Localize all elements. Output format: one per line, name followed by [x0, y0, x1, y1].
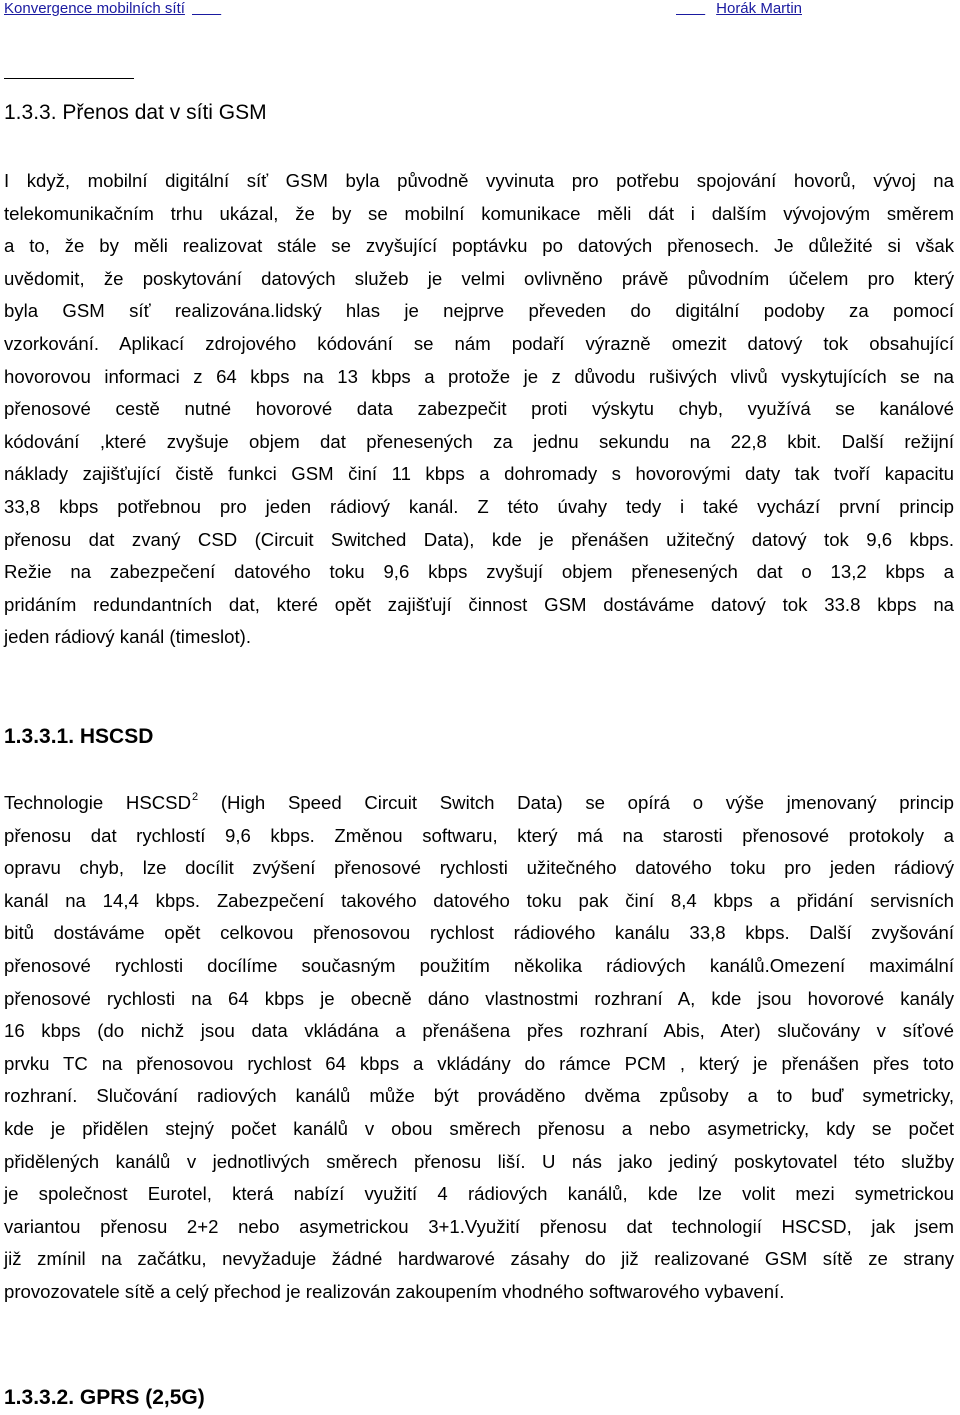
paragraph-line: náklady zajišťující čistě funkci GSM činí 11 kbps a dohromady s hovorovými daty tak tvoří kapacitu — [4, 463, 954, 485]
paragraph-line — [4, 787, 954, 820]
paragraph-line: přidělených kanálů v jednotlivých směrech přenosu liší. U nás jako jediný poskytovatel této služby — [4, 1150, 954, 1172]
section-heading-gprs: 1.3.3.2. GPRS (2,5G) — [4, 1386, 205, 1409]
paragraph-line: provozovatele sítě a celý přechod je realizován zakoupením vhodného softwarového vybavení. — [4, 1280, 785, 1302]
paragraph-line: variantou přenosu 2+2 nebo asymetrickou 3+1.Využití přenosu dat technologií HSCSD, jak jsem — [4, 1215, 954, 1237]
paragraph-line: přenosové rychlosti docílíme současným použitím několika rádiových kanálů.Omezení maximální — [4, 954, 954, 976]
header-author-link[interactable]: Horák Martin — [716, 0, 802, 17]
paragraph-line: telekomunikačním trhu ukázal, že by se mobilní komunikace měli dát i dalším vývojovým směrem — [4, 202, 954, 224]
text-run: Technologie HSCSD — [4, 792, 192, 813]
paragraph-line: přenosu dat zvaný CSD (Circuit Switched Data), kde je přenášen užitečný datový tok 9,6 kbps. — [4, 528, 954, 550]
paragraph-line: a to, že by měli realizovat stále se zvyšující poptávku po datových přenosech. Je důležité si však — [4, 235, 954, 257]
paragraph-line: 16 kbps (do nichž jsou data vkládána a přenášena přes rozhraní Abis, Ater) slučovány v síťové — [4, 1020, 954, 1042]
header-underline-spacer — [192, 0, 221, 18]
paragraph-line: byla GSM síť realizována.lidský hlas je nejprve převeden do digitální podoby za pomocí — [4, 300, 954, 322]
paragraph-line: opravu chyb, lze docílit zvýšení přenosové rychlosti užitečného datového toku pro jeden rádiový — [4, 857, 954, 879]
paragraph-gsm-data — [4, 165, 954, 654]
header-underline-spacer — [676, 0, 705, 18]
paragraph-line: přenosové rychlosti na 64 kbps je obecně dáno vlastnostmi rozhraní A, kde jsou hovorové kanály — [4, 987, 954, 1009]
paragraph-line: již zmínil na začátku, nevyžaduje žádné hardwarové zásahy do již realizované GSM sítě ze strany — [4, 1248, 954, 1270]
paragraph-line: je společnost Eurotel, která nabízí využití 4 rádiových kanálů, kde lze volit mezi symetrickou — [4, 1183, 954, 1205]
paragraph-line: hovorovou informaci z 64 kbps na 13 kbps a protože je z důvodu rušivých vlivů vyskytujících se na — [4, 365, 954, 387]
paragraph-line: pridáním redundantních dat, které opět zajišťují činnost GSM dostáváme datový tok 33.8 kbps na — [4, 593, 954, 615]
paragraph-line: prvku TC na přenosovou rychlost 64 kbps a vkládány do rámce PCM , který je přenášen přes toto — [4, 1052, 954, 1074]
paragraph-line: kde je přidělen stejný počet kanálů v obou směrech přenosu a nebo asymetricky, kdy se počet — [4, 1117, 954, 1139]
paragraph-line: jeden rádiový kanál (timeslot). — [4, 626, 251, 648]
paragraph-line: Režie na zabezpečení datového toku 9,6 kbps zvyšují objem přenesených dat o 13,2 kbps a — [4, 561, 954, 583]
section-heading-hscsd: 1.3.3.1. HSCSD — [4, 725, 154, 748]
text-run: (High Speed Circuit Switch Data) se opírá o výše jmenovaný princip — [220, 792, 955, 813]
header-title-link[interactable]: Konvergence mobilních sítí — [4, 0, 185, 17]
page-header — [0, 0, 960, 24]
section-heading-gsm-data: 1.3.3. Přenos dat v síti GSM — [4, 101, 267, 124]
paragraph-line: uvědomit, že poskytování datových služeb je velmi ovlivněno právě původním účelem pro který — [4, 267, 954, 289]
header-rule — [4, 78, 134, 79]
paragraph-line: kanál na 14,4 kbps. Zabezpečení takového datového toku pak činí 8,4 kbps a přidání servisních — [4, 889, 954, 911]
paragraph-line: bitů dostáváme opět celkovou přenosovou rychlost rádiového kanálu 33,8 kbps. Další zvyšování — [4, 922, 954, 944]
paragraph-hscsd — [4, 787, 954, 1309]
paragraph-line: I když, mobilní digitální síť GSM byla původně vyvinuta pro potřebu spojování hovorů, vývoj na — [4, 170, 954, 191]
paragraph-line: vzorkování. Aplikací zdrojového kódování se nám podaří výrazně omezit datový tok obsahující — [4, 332, 954, 354]
footnote-marker[interactable]: 2 — [192, 791, 199, 803]
paragraph-line: přenosu dat rychlostí 9,6 kbps. Změnou softwaru, který má na starosti přenosové protokoly a — [4, 824, 954, 846]
paragraph-line: 33,8 kbps potřebnou pro jeden rádiový kanál. Z této úvahy tedy i také vychází první princip — [4, 495, 954, 517]
paragraph-line: přenosové cestě nutné hovorové data zabezpečit proti výskytu chyb, využívá se kanálové — [4, 398, 954, 420]
paragraph-line: kódování ,které zvyšuje objem dat přenesených za jednu sekundu na 22,8 kbit. Další režijní — [4, 430, 954, 452]
paragraph-line: rozhraní. Slučování radiových kanálů může být prováděno dvěma způsoby a to buď symetricky, — [4, 1085, 954, 1107]
